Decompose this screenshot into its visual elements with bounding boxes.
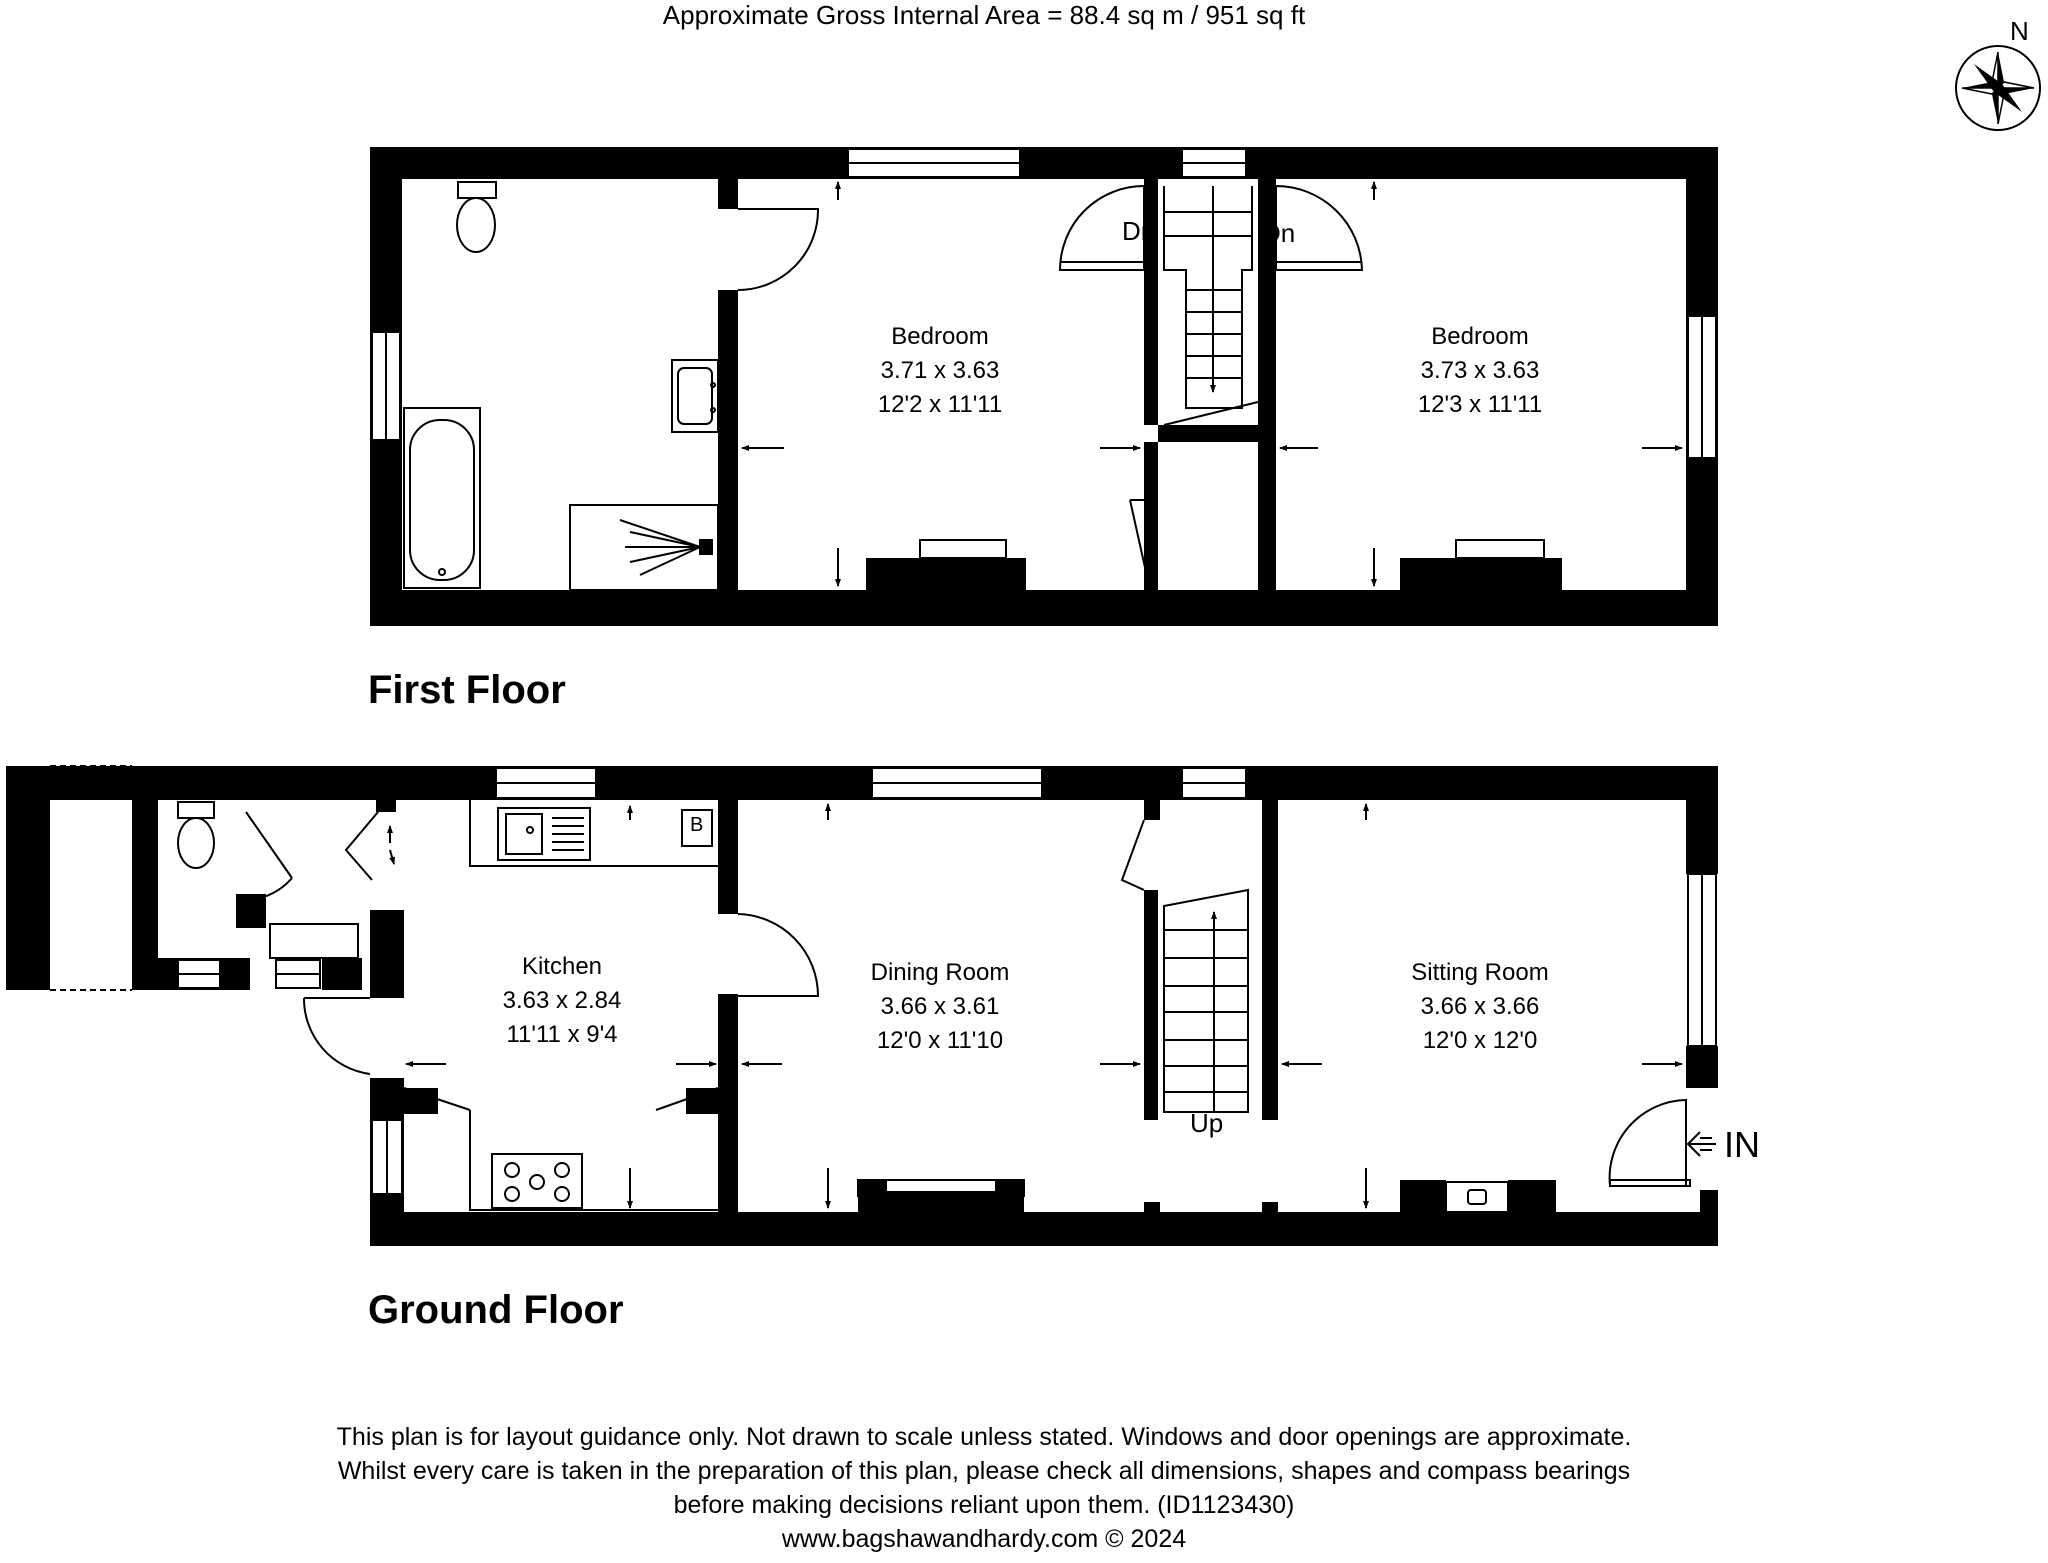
- ground-floor-sitting-room: [1380, 956, 1580, 1058]
- stair-up-label: Up: [1190, 1108, 1224, 1138]
- room-name: Bedroom: [1431, 323, 1529, 350]
- room-name: Sitting Room: [1411, 959, 1549, 986]
- boiler-label: B: [690, 814, 704, 836]
- room-metric: 3.66 x 3.61: [880, 993, 1000, 1020]
- room-imperial: 12'0 x 11'10: [876, 1027, 1004, 1054]
- room-name: Bedroom: [891, 323, 989, 350]
- room-imperial: 12'2 x 11'11: [877, 391, 1003, 418]
- first-floor-title: First Floor: [368, 668, 566, 712]
- first-floor-bedroom-1: [840, 320, 1040, 422]
- ground-floor-dining-room: [840, 956, 1040, 1058]
- disclaimer-line: Whilst every care is taken in the preparation of this plan, please check all dimensions, shapes and compass bearings: [337, 1457, 1631, 1485]
- room-metric: 3.73 x 3.63: [1420, 357, 1540, 384]
- stair-down-label-right: Dn: [1262, 218, 1296, 248]
- room-imperial: 12'0 x 12'0: [1422, 1027, 1538, 1054]
- compass-rose-icon: [1956, 46, 2040, 130]
- disclaimer-line: before making decisions reliant upon them. (ID1123430): [673, 1491, 1295, 1519]
- ground-floor-title: Ground Floor: [368, 1288, 624, 1332]
- website-copyright: www.bagshawandhardy.com © 2024: [781, 1525, 1187, 1553]
- disclaimer-line: This plan is for layout guidance only. Not drawn to scale unless stated. Windows and door openings are approximate.: [336, 1423, 1632, 1451]
- gross-area-heading: Approximate Gross Internal Area = 88.4 sq m / 951 sq ft: [662, 0, 1306, 30]
- entrance-label: IN: [1724, 1124, 1760, 1165]
- room-metric: 3.63 x 2.84: [502, 987, 622, 1014]
- compass-north-label: N: [2010, 16, 2029, 46]
- first-floor-fireplaces: [866, 558, 1026, 572]
- room-metric: 3.71 x 3.63: [880, 357, 1000, 384]
- first-floor-bedroom-2: [1380, 320, 1580, 422]
- room-imperial: 11'11 x 9'4: [506, 1021, 618, 1048]
- room-name: Kitchen: [521, 953, 603, 980]
- stair-down-label-left: Dn: [1122, 216, 1156, 246]
- disclaimer: [0, 1420, 1968, 1556]
- ground-floor-kitchen: [462, 950, 662, 1052]
- room-name: Dining Room: [870, 959, 1010, 986]
- room-imperial: 12'3 x 11'11: [1417, 391, 1543, 418]
- room-metric: 3.66 x 3.66: [1420, 993, 1540, 1020]
